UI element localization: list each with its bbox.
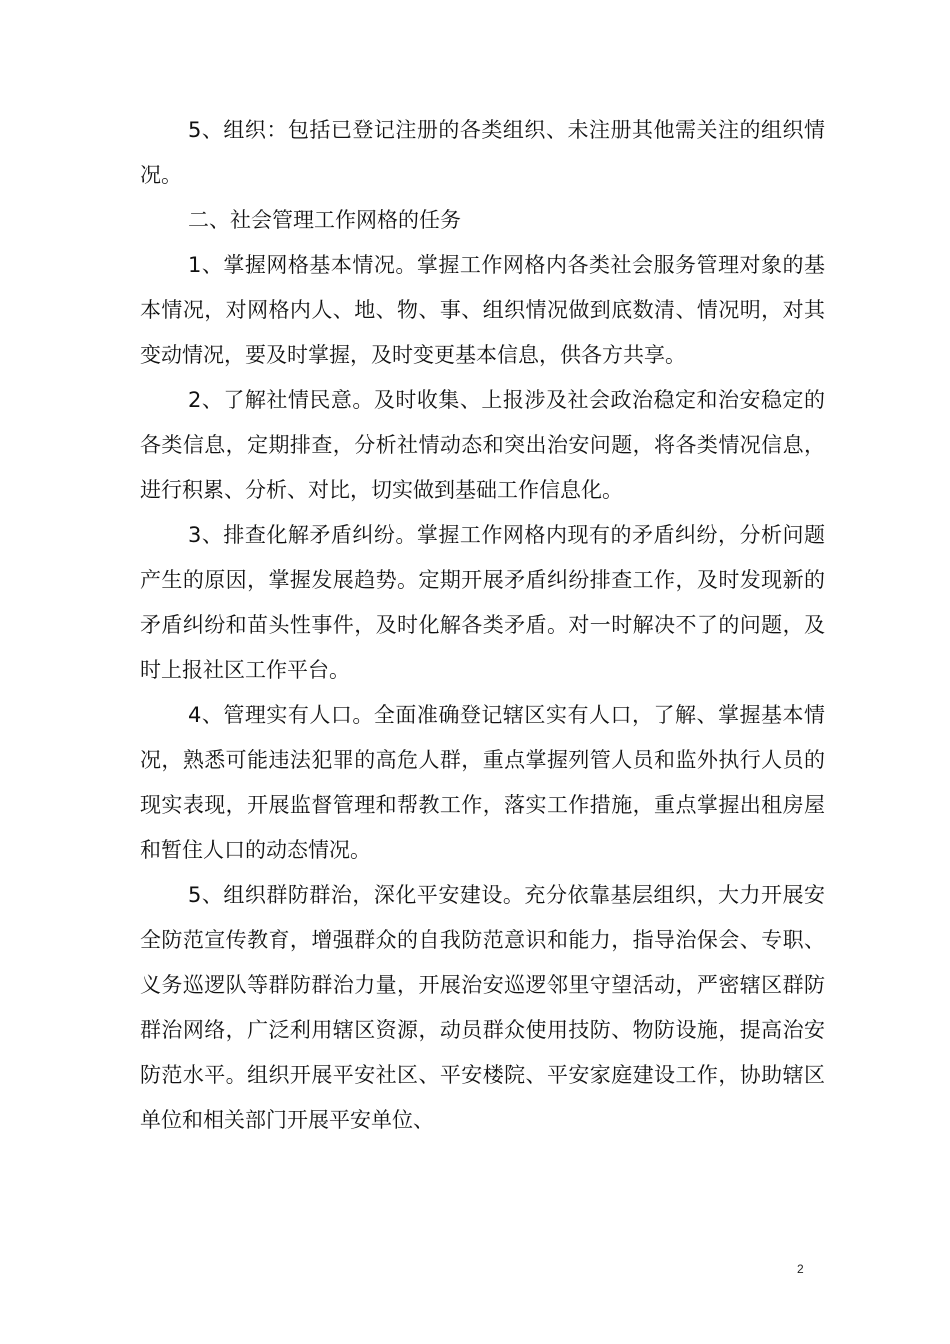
page-number: 2 <box>797 1262 804 1276</box>
document-body <box>140 108 825 1143</box>
paragraph-task-1: 1、掌握网格基本情况。掌握工作网格内各类社会服务管理对象的基本情况，对网格内人、地、物、事、组织情况做到底数清、情况明，对其变动情况，要及时掌握，及时变更基本信息，供各方共享。 <box>140 253 825 367</box>
section-heading-grid-tasks: 二、社会管理工作网格的任务 <box>188 208 461 232</box>
paragraph-task-2: 2、了解社情民意。及时收集、上报涉及社会政治稳定和治安稳定的各类信息，定期排查，分析社情动态和突出治安问题，将各类情况信息，进行积累、分析、对比，切实做到基础工作信息化。 <box>140 388 825 502</box>
paragraph-task-4: 4、管理实有人口。全面准确登记辖区实有人口，了解、掌握基本情况，熟悉可能违法犯罪的高危人群，重点掌握列管人员和监外执行人员的现实表现，开展监督管理和帮教工作，落实工作措施，重点掌握出租房屋和暂住人口的动态情况。 <box>140 703 825 862</box>
paragraph-task-5: 5、组织群防群治，深化平安建设。充分依靠基层组织，大力开展安全防范宣传教育，增强群众的自我防范意识和能力，指导治保会、专职、义务巡逻队等群防群治力量，开展治安巡逻邻里守望活动，严密辖区群防群治网络，广泛利用辖区资源，动员群众使用技防、物防设施，提高治安防范水平。组织开展平安社区、平安楼院、平安家庭建设工作，协助辖区单位和相关部门开展平安单位、 <box>140 883 825 1132</box>
paragraph-task-3: 3、排查化解矛盾纠纷。掌握工作网格内现有的矛盾纠纷，分析问题产生的原因，掌握发展趋势。定期开展矛盾纠纷排查工作，及时发现新的矛盾纠纷和苗头性事件，及时化解各类矛盾。对一时解决不了的问题，及时上报社区工作平台。 <box>140 523 825 682</box>
paragraph-organization-definition: 5、组织：包括已登记注册的各类组织、未注册其他需关注的组织情况。 <box>140 118 825 187</box>
